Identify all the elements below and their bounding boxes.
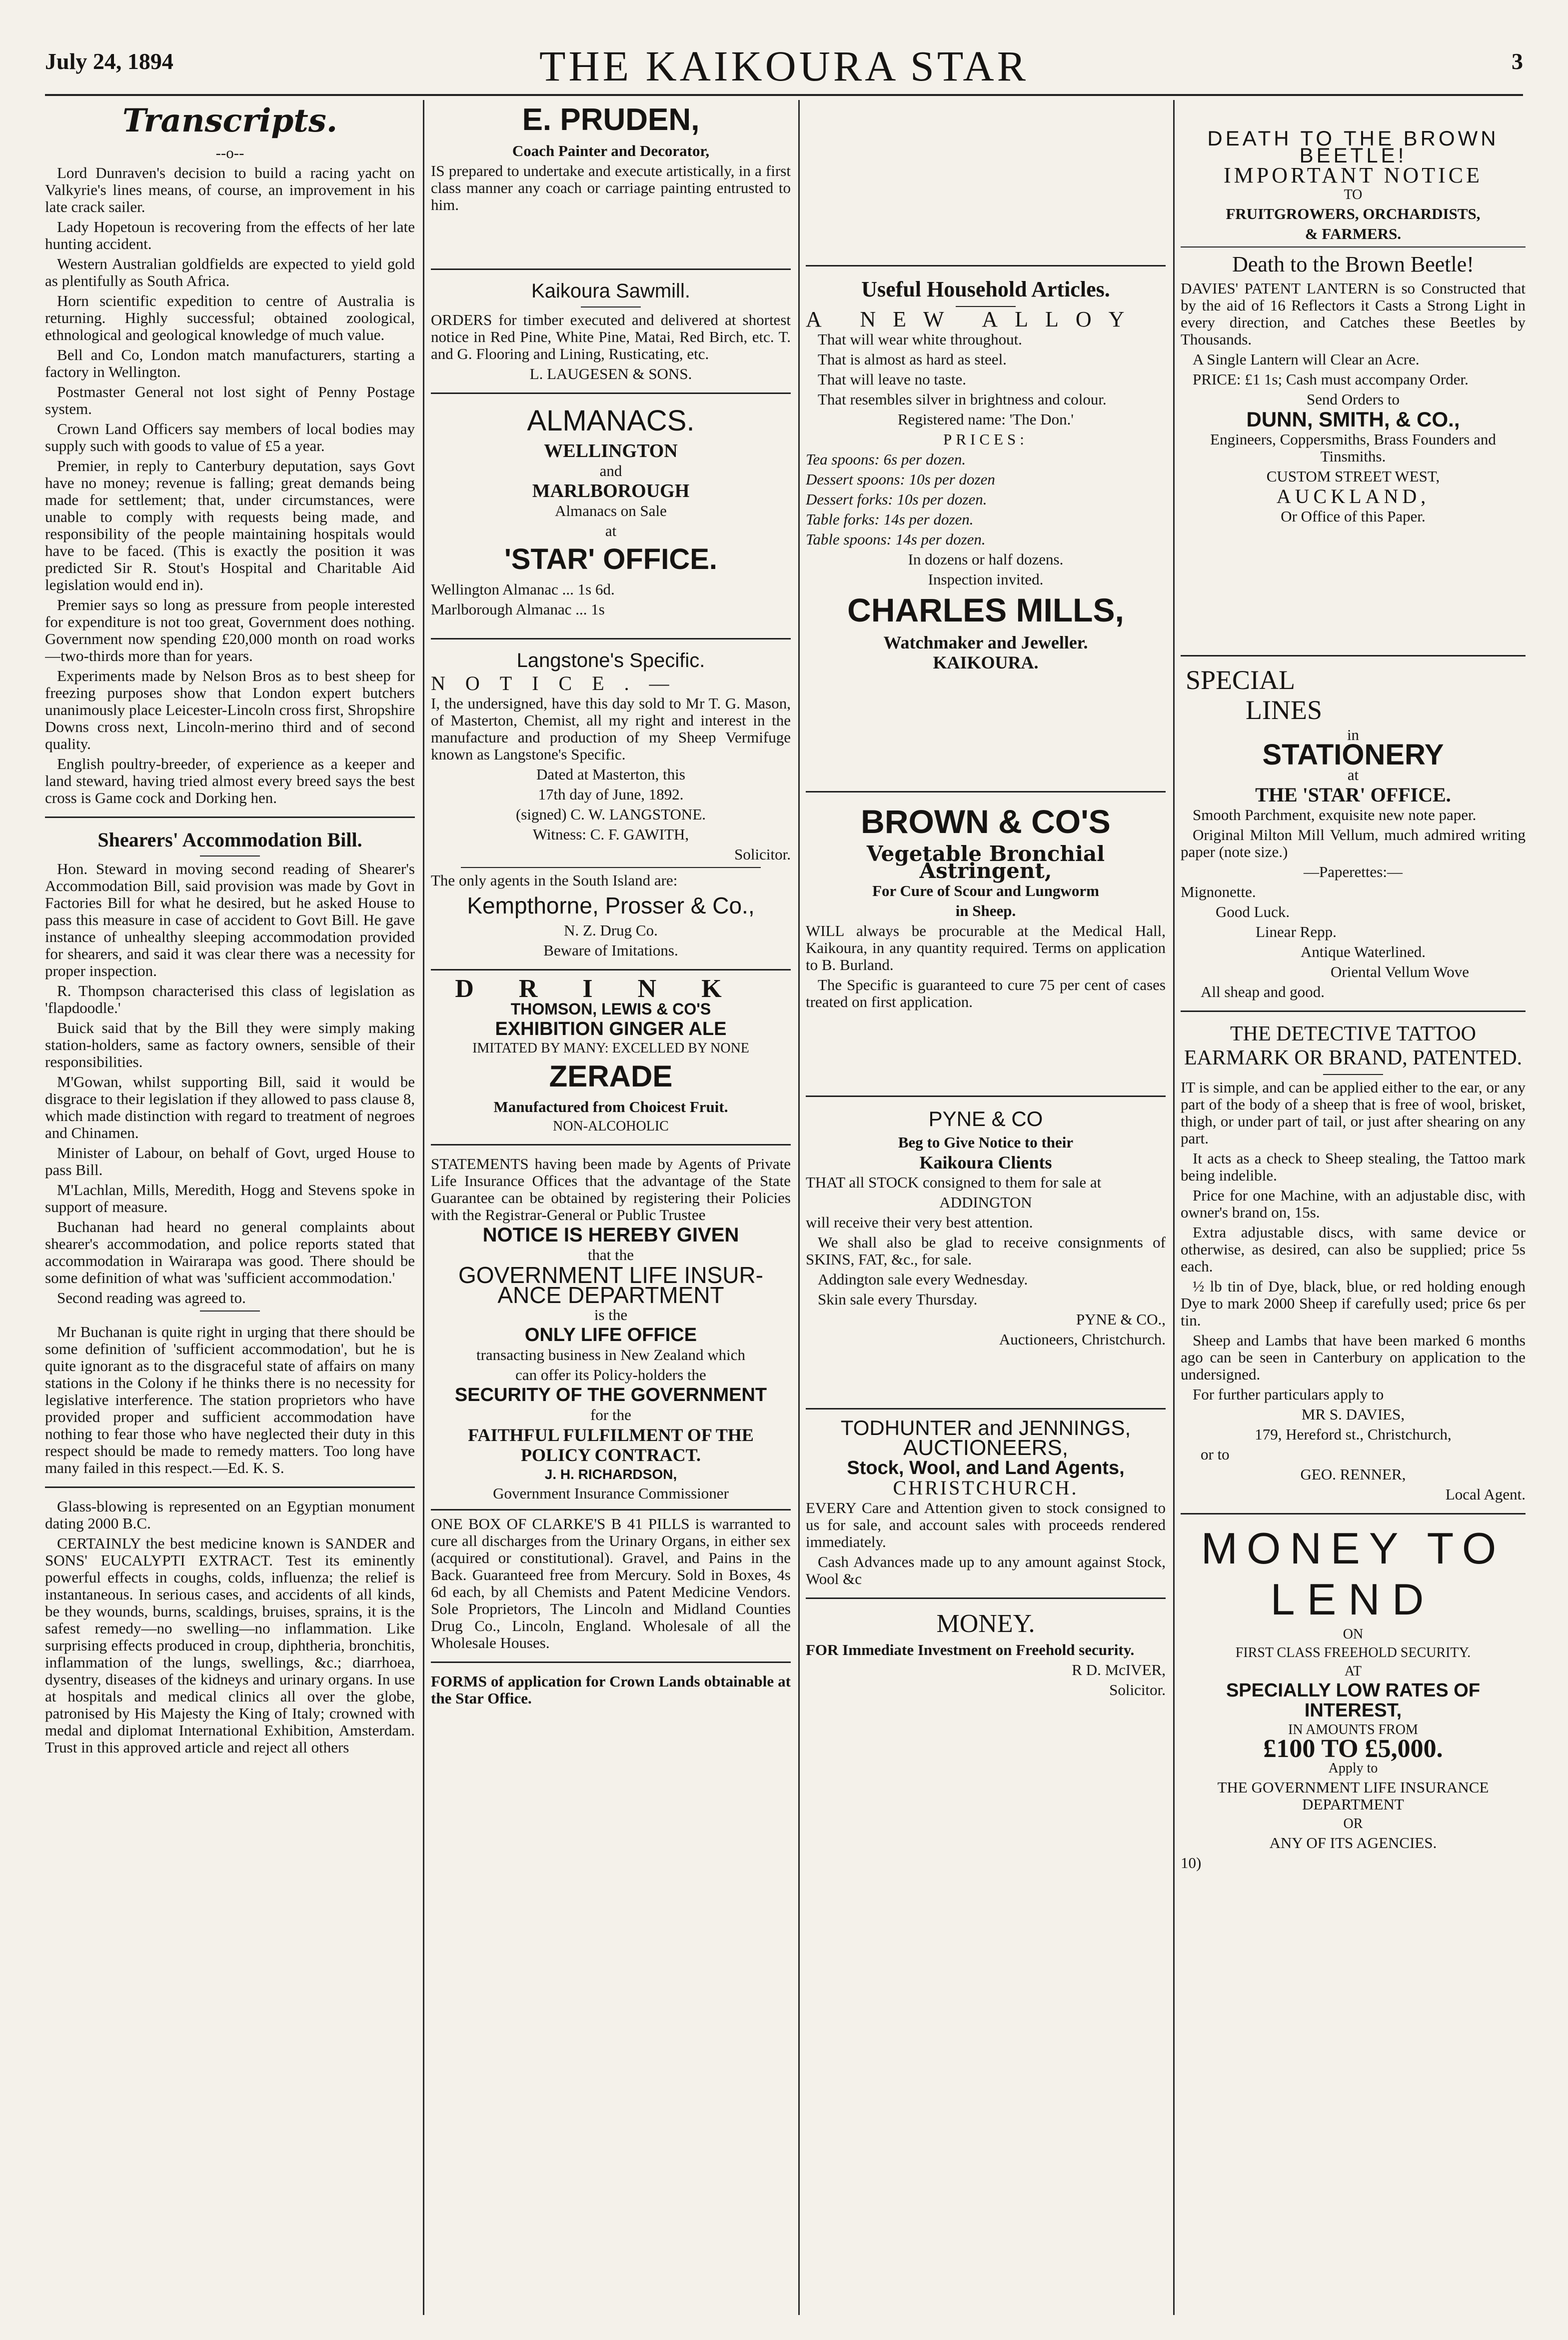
local-agent: Local Agent.	[1445, 1486, 1526, 1503]
shearers-para: Buick said that by the Bill they were simply making station-holders, same as factory owners, sensible of their responsibilities.	[45, 1019, 415, 1070]
divider	[45, 816, 415, 818]
shearers-para: M'Gowan, whilst supporting Bill, said it would be disgrace to their legislation if they allowed to pass clause 8, which made distinction with regard to treatment of negroes and Chinamen.	[45, 1073, 415, 1142]
antique-waterlined: Antique Waterlined.	[1301, 943, 1426, 960]
security: SECURITY OF THE GOVERNMENT	[454, 1384, 767, 1406]
alloy-line: That will leave no taste.	[818, 370, 966, 388]
clarke-pills-advert: ONE BOX OF CLARKE'S B 41 PILLS is warranted to cure all discharges from the Urinary Organs, in either sex (acquired or constitutional). Gravel, and Pains in the Back. Guaranteed free from Mercury. Sold in Boxes, 4s 6d each, by all Chemists and Patent Medicine Vendors. Sole Proprietors, The Lincoln and Midland Counties Drug Co., Lincoln, England. Wholesale of all the Wholesale Houses.	[431, 1515, 791, 1652]
shearers-heading: Shearers' Accommodation Bill.	[97, 828, 362, 851]
langstone-agents: The only agents in the South Island are:	[431, 872, 678, 889]
divider	[806, 1408, 1166, 1410]
almanac-wellington: WELLINGTON	[544, 440, 678, 462]
divider	[1323, 1074, 1383, 1075]
faithful: FAITHFUL FULFILMENT OF THE	[468, 1425, 754, 1445]
news-item: Lord Dunraven's decision to build a racing yacht on Valkyrie's lines means, of course, an improvement in his late crack sailer.	[45, 164, 415, 216]
charles-mills: CHARLES MILLS,	[847, 592, 1124, 628]
dunn-smith: DUNN, SMITH, & CO.,	[1246, 408, 1460, 431]
alloy-line: That resembles silver in brightness and colour.	[818, 390, 1107, 408]
further-particulars: For further particulars apply to	[1193, 1386, 1384, 1403]
commissioner: Government Insurance Commissioner	[493, 1484, 729, 1502]
shearers-para: M'Lachlan, Mills, Meredith, Hogg and Stevens spoke in support of measure.	[45, 1181, 415, 1216]
divider	[806, 1598, 1166, 1599]
all-cheap: All sheap and good.	[1201, 983, 1325, 1000]
todhunter-advert	[806, 1416, 1166, 1588]
can-offer: can offer its Policy-holders the	[515, 1366, 706, 1384]
any-agencies: ANY OF ITS AGENCIES.	[1269, 1834, 1437, 1852]
prices-heading: PRICES:	[943, 430, 1028, 448]
fruitgrowers: FRUITGROWERS, ORCHARDISTS,	[1226, 205, 1481, 222]
issue-date: July 24, 1894	[45, 48, 173, 74]
geo-renner: GEO. RENNER,	[1300, 1466, 1406, 1483]
news-item: Bell and Co, London match manufacturers, starting a factory in Wellington.	[45, 346, 415, 380]
freehold: FOR Immediate Investment on Freehold security.	[806, 1641, 1135, 1658]
tattoo-advert	[1181, 1022, 1526, 1503]
for-the: for the	[590, 1406, 631, 1424]
scour-lungworm: For Cure of Scour and Lungworm	[872, 882, 1099, 900]
zerade-sub: Manufactured from Choicest Fruit.	[493, 1098, 728, 1116]
tattoo-price: Price for one Machine, with an adjustable disc, with owner's brand on, 15s.	[1181, 1186, 1526, 1221]
farmers: & FARMERS.	[1305, 225, 1402, 242]
sawmill-sig: L. LAUGESEN & SONS.	[529, 365, 692, 382]
page-number: 3	[1512, 48, 1523, 74]
policy-contract: POLICY CONTRACT.	[520, 1445, 701, 1465]
attention: will receive their very best attention.	[806, 1214, 1033, 1231]
editorial-comment: Mr Buchanan is quite right in urging that there should be some definition of 'sufficient accommodation', but he is quite ignorant as to the disgraceful state of affairs on many stations in the Colony if he thinks there is no necessity for legislative interference. The station proprietors who have provided proper and sufficient accommodation have nothing to fear those who have neglected their duty in this respect should be made to remedy matters. Too long have many failed in this respect.—Ed. K. S.	[45, 1323, 415, 1476]
richardson: J. H. RICHARDSON,	[544, 1466, 677, 1482]
christchurch: CHRISTCHURCH.	[893, 1476, 1079, 1499]
on: ON	[1343, 1626, 1364, 1642]
vegetable-astringent: Vegetable Bronchial Astringent,	[866, 842, 1105, 883]
shearers-para: R. Thompson characterised this class of legislation as 'flapdoodle.'	[45, 982, 415, 1016]
divider	[581, 306, 641, 308]
news-item: English poultry-breeder, of experience as a keeper and land steward, having tried almost every breed says the best cross is Game cock and Dorking hen.	[45, 755, 415, 806]
or-2: OR	[1343, 1816, 1363, 1832]
stock-consigned: THAT all STOCK consigned to them for sale at	[806, 1174, 1102, 1191]
separator: --o--	[215, 144, 244, 162]
pyne-advert	[806, 1107, 1166, 1348]
langstone-notice: NOTICE.—	[431, 672, 689, 694]
at: at	[1347, 766, 1359, 784]
divider	[431, 268, 791, 270]
mignonette: Mignonette.	[1181, 883, 1256, 900]
news-item: Experiments made by Nelson Bros as to best sheep for freezing purposes show that London expert butchers unanimously place Leicester-Lincoln cross first, Shropshire Downs cross next, Lincoln-merino third and of second quality.	[45, 667, 415, 752]
sawmill-advert	[431, 280, 791, 382]
news-item: Lady Hopetoun is recovering from the effects of her late hunting accident.	[45, 218, 415, 252]
skins: We shall also be glad to receive consignments of SKINS, FAT, &c., for sale.	[806, 1234, 1166, 1268]
divider	[431, 1144, 791, 1146]
tattoo-lambs: Sheep and Lambs that have been marked 6 months ago can be seen in Canterbury on application to the undersigned.	[1181, 1332, 1526, 1383]
shearers-para: Hon. Steward in moving second reading of Shearer's Accommodation Bill, said provision was made by Govt in Factories Bill for what he desired, but he asked House to pass this measure in case of accident to Govt Bill. He gave instance of unhealthy sleeping accommodation provided for shearers, and said it was clear there was a necessity for proper inspection.	[45, 860, 415, 980]
pyne-sig: PYNE & CO.,	[1076, 1310, 1166, 1328]
langstone-signed: (signed) C. W. LANGSTONE.	[515, 806, 706, 823]
parchment: Smooth Parchment, exquisite new note paper.	[1193, 806, 1477, 824]
pruden-name: E. PRUDEN,	[522, 102, 700, 137]
stock-wool: Stock, Wool, and Land Agents,	[847, 1458, 1125, 1478]
money-advert	[806, 1609, 1166, 1698]
price-line: Dessert spoons: 10s per dozen	[806, 470, 995, 488]
milton-vellum: Original Milton Mill Vellum, much admired writing paper (note size.)	[1181, 826, 1526, 860]
government-life-advert	[431, 1156, 791, 1502]
zerade-non: NON-ALCOHOLIC	[553, 1118, 669, 1134]
in-sheep: in Sheep.	[955, 902, 1016, 920]
divider	[45, 1486, 415, 1488]
exhibition-ginger-ale: EXHIBITION GINGER ALE	[495, 1018, 727, 1040]
lend: LEND	[1270, 1574, 1436, 1624]
in: in	[1347, 726, 1360, 744]
price-line: Table forks: 14s per dozen.	[806, 510, 974, 528]
column-rule	[798, 100, 800, 2315]
guarantee: The Specific is guaranteed to cure 75 per cent of cases treated on first application.	[806, 976, 1166, 1010]
transacting: transacting business in New Zealand which	[476, 1346, 746, 1364]
langstone-solicitor: Solicitor.	[734, 846, 791, 863]
almanacs-title: ALMANACS.	[527, 404, 695, 437]
detective-tattoo: THE DETECTIVE TATTOO EARMARK OR BRAND, PATENTED.	[1184, 1022, 1523, 1070]
news-item: Premier says so long as pressure from people interested for expenditure is not too great, Government does nothing. Government now spending £20,000 month on road works—two-thirds more than for years.	[45, 596, 415, 664]
news-item: Postmaster General not lost sight of Penny Postage system.	[45, 383, 415, 418]
ginger-ale-advert	[431, 974, 791, 1134]
column-1	[45, 100, 415, 2315]
divider	[1181, 1010, 1526, 1012]
shearers-para: Buchanan had heard no general complaints about shearer's accommodation, and police reports stated that accommodation in Wairarapa was good. There should be some definition of what was 'sufficient accommodation.'	[45, 1218, 415, 1286]
procurable: WILL always be procurable at the Medical Hall, Kaikoura, in any quantity required. Terms on application to B. Burland.	[806, 922, 1166, 974]
pruden-trade: Coach Painter and Decorator,	[512, 142, 710, 160]
column-3	[806, 100, 1166, 2315]
almanac-price-2: Marlborough Almanac ... 1s	[431, 600, 605, 618]
davies-lantern: DAVIES' PATENT LANTERN is so Constructed that by the aid of 16 Reflectors it Casts a Strong Light in every direction, and Catches these Beetles by Thousands.	[1181, 280, 1526, 348]
interest: INTEREST,	[1304, 1700, 1402, 1721]
glass-item: Glass-blowing is represented on an Egyptian monument dating 2000 B.C.	[45, 1498, 415, 1532]
good-luck: Good Luck.	[1216, 903, 1290, 920]
dozens: In dozens or half dozens.	[908, 550, 1064, 568]
todhunter: TODHUNTER and JENNINGS,	[840, 1416, 1131, 1440]
send-orders: Send Orders to	[1307, 390, 1400, 408]
column-rule	[1173, 100, 1175, 2315]
special: SPECIAL	[1186, 665, 1296, 695]
first-class: FIRST CLASS FREEHOLD SECURITY.	[1235, 1645, 1471, 1660]
gov-life-dept: THE GOVERNMENT LIFE INSURANCE DEPARTMENT	[1217, 1778, 1489, 1813]
divider	[431, 1662, 791, 1663]
gov-life-2: ANCE DEPARTMENT	[497, 1282, 724, 1308]
kempthorne: Kempthorne, Prosser & Co.,	[467, 892, 755, 918]
star-office: 'STAR' OFFICE.	[504, 543, 718, 576]
news-item: Horn scientific expedition to centre of Australia is returning. Highly successful; obtained zoological, ethnological and geological knowledge of much value.	[45, 292, 415, 344]
only-life-office: ONLY LIFE OFFICE	[524, 1324, 697, 1346]
almanac-sale: Almanacs on Sale	[555, 502, 667, 520]
shearers-para: Minister of Labour, on behalf of Govt, urged House to pass Bill.	[45, 1144, 415, 1178]
auctioneers: AUCTIONEERS,	[903, 1436, 1069, 1460]
important-notice: IMPORTANT NOTICE	[1223, 163, 1483, 188]
divider	[200, 1310, 260, 1312]
alloy-line: That will wear white throughout.	[818, 330, 1022, 348]
pruden-body: IS prepared to undertake and execute artistically, in a first class manner any coach or carriage painting entrusted to him.	[431, 162, 791, 214]
almanac-at: at	[605, 522, 617, 540]
inspection: Inspection invited.	[928, 570, 1044, 588]
divider	[806, 791, 1166, 792]
tattoo-discs: Extra adjustable discs, with same device or otherwise, as desired, can also be supplied; price 5s each.	[1181, 1224, 1526, 1275]
low-rates: SPECIALLY LOW RATES OF	[1226, 1680, 1481, 1701]
sawmill-body: ORDERS for timber executed and delivered at shortest notice in Red Pine, White Pine, Matai, Red Birch, etc. T. and G. Flooring and Lining, Rusticating, etc.	[431, 311, 791, 362]
news-item: Crown Land Officers say members of local bodies may supply such with goods to value of £5 a year.	[45, 420, 415, 454]
sawmill-title: Kaikoura Sawmill.	[531, 280, 690, 302]
auctioneers-chch: Auctioneers, Christchurch.	[999, 1330, 1166, 1348]
that-the: that the	[587, 1246, 634, 1264]
mciver: R D. McIVER,	[1072, 1661, 1166, 1678]
transcripts-heading: Transcripts.	[122, 102, 338, 140]
langstone-title: Langstone's Specific.	[516, 650, 705, 672]
almanac-and: and	[599, 462, 622, 480]
hereford: 179, Hereford st., Christchurch,	[1255, 1426, 1452, 1443]
divider	[431, 392, 791, 394]
useful-household: Useful Household Articles.	[861, 277, 1110, 302]
column-rule	[423, 100, 424, 2315]
every-care: EVERY Care and Attention given to stock consigned to us for sale, and account sales with proceeds rendered immediately.	[806, 1499, 1166, 1550]
stationery-advert	[1181, 666, 1526, 1000]
beware: Beware of Imitations.	[543, 942, 678, 959]
divider	[1181, 246, 1526, 248]
engineers: Engineers, Coppersmiths, Brass Founders and Tinsmiths.	[1210, 430, 1496, 465]
mciver-solicitor: Solicitor.	[1109, 1681, 1166, 1698]
new-alloy: A NEW ALLOY	[806, 307, 1142, 332]
tattoo-check: It acts as a check to Sheep stealing, the Tattoo mark being indelible.	[1181, 1150, 1526, 1184]
amounts-from: IN AMOUNTS FROM	[1288, 1722, 1418, 1738]
divider	[1181, 655, 1526, 656]
divider	[461, 867, 761, 868]
news-item: Western Australian goldfields are expected to yield gold as plentifully as South Africa.	[45, 255, 415, 290]
thomson: THOMSON, LEWIS & CO'S	[510, 1000, 711, 1018]
auckland: AUCKLAND,	[1276, 485, 1430, 508]
divider	[431, 969, 791, 970]
divider	[806, 1096, 1166, 1097]
news-item: Premier, in reply to Canterbury deputation, says Govt have no money; revenue is falling; great demands being made for settlement; that, under circumstances, were unable to comply with requests being made, and responsibility of the people maintaining hospitals would have to be faced. (This is exactly the position it was predicted Sir R. Stout's Hospital and Charitable Aid legislation would end in).	[45, 457, 415, 594]
pruden-advert	[431, 102, 791, 214]
lines: LINES	[1246, 695, 1322, 725]
brown-co: BROWN & CO'S	[861, 803, 1111, 840]
column-2	[431, 100, 791, 2315]
kaikoura: KAIKOURA.	[933, 652, 1039, 672]
stationery: STATIONERY	[1262, 738, 1444, 771]
tattoo-dye: ½ lb tin of Dye, black, blue, or red holding enough Dye to mark 2000 Sheep if carefully used; price 6s per tin.	[1181, 1278, 1526, 1329]
amount-range: £100 TO £5,000.	[1263, 1734, 1443, 1763]
divider	[1181, 1513, 1526, 1514]
price-line: Dessert forks: 10s per dozen.	[806, 490, 987, 508]
beg-notice: Beg to Give Notice to their	[898, 1134, 1074, 1151]
registered-name: Registered name: 'The Don.'	[897, 410, 1074, 428]
paperettes: —Paperettes:—	[1303, 863, 1403, 880]
at-2: AT	[1344, 1664, 1362, 1679]
divider	[431, 638, 791, 640]
single-lantern: A Single Lantern will Clear an Acre.	[1193, 350, 1420, 368]
drink: DRINK	[455, 974, 767, 1003]
langstone-witness: Witness: C. F. GAWITH,	[532, 826, 689, 843]
tattoo-simple: IT is simple, and can be applied either to the ear, or any part of the body of a sheep that is free of wool, brisket, thigh, or under part of tail, or just after shearing on any part.	[1181, 1078, 1526, 1147]
price-line: Table spoons: 14s per dozen.	[806, 530, 986, 548]
is-the: is the	[594, 1306, 628, 1324]
or-to: or to	[1201, 1446, 1230, 1463]
newspaper-title: THE KAIKOURA STAR	[539, 42, 1029, 90]
gov-life-1: GOVERNMENT LIFE INSUR-	[458, 1262, 763, 1288]
divider	[431, 1509, 791, 1510]
crown-lands-forms: FORMS of application for Crown Lands obtainable at the Star Office.	[431, 1672, 791, 1707]
brown-co-advert	[806, 802, 1166, 1010]
almanac-price-1: Wellington Almanac ... 1s 6d.	[431, 580, 615, 598]
money-title: MONEY.	[936, 1610, 1035, 1638]
zerade: ZERADE	[549, 1060, 673, 1093]
notice-given: NOTICE IS HEREBY GIVEN	[482, 1224, 739, 1246]
cash-advances: Cash Advances made up to any amount against Stock, Wool &c	[806, 1553, 1166, 1588]
linear-repp: Linear Repp.	[1256, 923, 1337, 940]
to: TO	[1344, 187, 1363, 202]
oriental-vellum: Oriental Vellum Wove	[1331, 963, 1470, 980]
imitated: IMITATED BY MANY: EXCELLED BY NONE	[472, 1040, 749, 1056]
lantern-price: PRICE: £1 1s; Cash must accompany Order.	[1193, 370, 1469, 388]
money-to: MONEY TO	[1201, 1524, 1506, 1573]
langstone-advert	[431, 650, 791, 959]
column-4	[1181, 100, 1526, 2315]
the-star-office: THE 'STAR' OFFICE.	[1255, 784, 1451, 806]
death-beetle-2: Death to the Brown Beetle!	[1232, 252, 1474, 276]
footer-number: 10)	[1181, 1854, 1202, 1872]
divider	[806, 265, 1166, 266]
price-line: Tea spoons: 6s per dozen.	[806, 450, 966, 468]
thursday: Skin sale every Thursday.	[818, 1290, 978, 1308]
kaikoura-clients: Kaikoura Clients	[919, 1152, 1052, 1172]
money-to-lend-advert	[1181, 1524, 1526, 1872]
addington: ADDINGTON	[939, 1194, 1032, 1211]
langstone-body: I, the undersigned, have this day sold to Mr T. G. Mason, of Masterton, Chemist, all my right and interest in the manufacture and production of my Sheep Vermifuge known as Langstone's Specific.	[431, 694, 791, 763]
beetle-advert	[1181, 126, 1526, 525]
death-brown-beetle: DEATH TO THE BROWN BEETLE!	[1207, 126, 1499, 167]
almanacs-advert	[431, 404, 791, 618]
almanac-marlborough: MARLBOROUGH	[532, 480, 690, 502]
langstone-dated: Dated at Masterton, this	[536, 766, 685, 783]
custom-street: CUSTOM STREET WEST,	[1266, 468, 1440, 485]
household-advert	[806, 276, 1166, 671]
alloy-line: That is almost as hard as steel.	[818, 350, 1007, 368]
shearers-para: Second reading was agreed to.	[57, 1289, 246, 1306]
pyne-co: PYNE & CO	[928, 1107, 1043, 1130]
or-office: Or Office of this Paper.	[1281, 508, 1426, 525]
s-davies: MR S. DAVIES,	[1301, 1406, 1405, 1423]
transcripts-list	[45, 164, 415, 806]
apply-to: Apply to	[1328, 1760, 1378, 1776]
statements-body: STATEMENTS having been made by Agents of Private Life Insurance Offices that the advantage of the State Guarantee can be obtained by registering their Policies with the Registrar-General or Public Trustee	[431, 1155, 791, 1224]
sander-advert: CERTAINLY the best medicine known is SANDER and SONS' EUCALYPTI EXTRACT. Test its eminently powerful effects in coughs, colds, influenza; the relief is instantaneous. In serious cases, and accidents of all kinds, be they wounds, burns, scaldings, bruises, sprains, it is the safest remedy—no swelling—no inflammation. Like surprising effects produced in croup, diphtheria, bronchitis, inflammation of the lungs, swellings, &c.; diarrhoea, dysentry, diseases of the kidneys and urinary organs. In use at hospitals and medical clinics all over the globe, patronised by His Majesty the King of Italy; crowned with medal and diplomat International Exhibition, Amsterdam. Trust in this approved article and reject all others	[45, 1534, 415, 1756]
watchmaker: Watchmaker and Jeweller.	[883, 632, 1088, 652]
langstone-day: 17th day of June, 1892.	[538, 786, 684, 803]
drug-co: N. Z. Drug Co.	[564, 922, 658, 939]
wednesday: Addington sale every Wednesday.	[818, 1270, 1028, 1288]
masthead	[45, 39, 1523, 96]
